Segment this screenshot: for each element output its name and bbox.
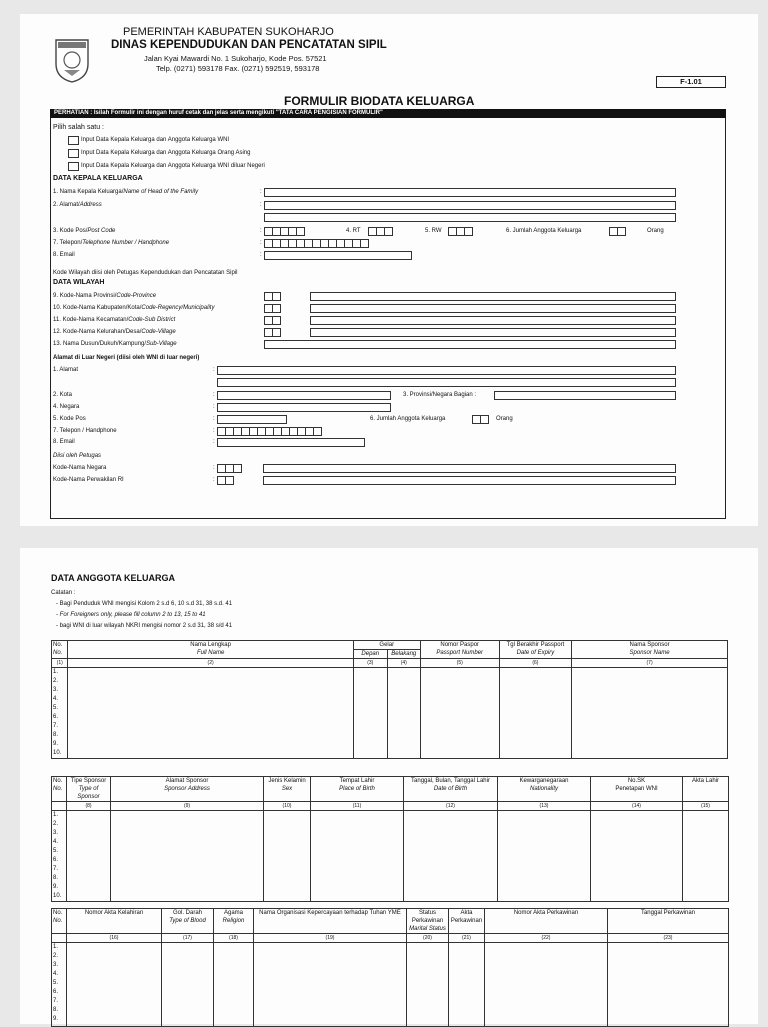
header-government: PEMERINTAH KABUPATEN SUKOHARJO <box>123 26 334 38</box>
option-abroad-checkbox[interactable] <box>68 162 79 171</box>
t2-sk-header: No.SK Penetapan WNI <box>591 777 683 802</box>
choose-label: Pilih salah satu : <box>53 124 104 131</box>
t1-sponsor-header: Nama Sponsor Sponsor Name <box>572 641 728 659</box>
t2-akta-header: Akta Lahir <box>683 777 729 802</box>
country-code-boxes[interactable] <box>217 464 241 473</box>
region-item-label: 9. Kode-Nama Provinsi/Code-Province <box>53 293 157 299</box>
row-number: 7. <box>53 723 59 729</box>
abroad-address-input-2[interactable] <box>217 378 676 387</box>
row-number: 7. <box>53 866 59 872</box>
row-number: 7. <box>53 998 59 1004</box>
country-code-label: Kode-Nama Negara <box>53 465 107 471</box>
section-members-title: DATA ANGGOTA KELUARGA <box>51 573 175 583</box>
row-number: 4. <box>53 696 59 702</box>
form-page-2 <box>20 548 758 1024</box>
abroad-address-label: 1. Alamat <box>53 367 79 373</box>
header-agency: DINAS KEPENDUDUKAN DAN PENCATATAN SIPIL <box>111 39 387 51</box>
row-number: 2. <box>53 953 59 959</box>
region-item-label: 10. Kode-Nama Kabupaten/Kota/Code-Regency/Municipality <box>53 305 215 311</box>
abroad-email-input[interactable] <box>217 438 365 447</box>
t3-akta-cells[interactable] <box>67 943 162 1027</box>
form-code: F-1.01 <box>656 76 726 88</box>
row-number: 4. <box>53 971 59 977</box>
region-note: Kode Wilayah diisi oleh Petugas Kependudukan dan Pencatatan Sipil <box>53 270 238 276</box>
t2-type-cells[interactable] <box>67 811 111 902</box>
head-rw-label: 5. RW <box>425 228 442 234</box>
section-region-title: DATA WILAYAH <box>53 279 105 286</box>
abroad-city-label: 2. Kota <box>53 392 73 398</box>
head-members-boxes[interactable] <box>609 227 625 236</box>
abroad-country-label: 4. Negara <box>53 404 80 410</box>
head-email-input[interactable] <box>264 251 412 260</box>
form-frame <box>50 109 726 519</box>
head-postcode-label: 3. Kode Pos/Post Code <box>53 228 116 234</box>
t2-sex-header: Jenis Kelamin Sex <box>264 777 311 802</box>
t3-blood-header: Gol. Darah Type of Blood <box>162 909 214 934</box>
country-name-input[interactable] <box>263 464 676 473</box>
abroad-province-label: 3. Provinsi/Negara Bagian : <box>403 392 477 398</box>
head-address-input-1[interactable] <box>264 201 676 210</box>
t3-no-header: No. No. <box>52 909 67 934</box>
row-number: 8. <box>53 732 59 738</box>
t2-type-header: Tipe Sponsor Type of Sponsor <box>67 777 111 802</box>
head-postcode-boxes[interactable] <box>264 227 304 236</box>
t1-passport-header: Nomor Paspor Passport Number <box>420 641 499 659</box>
t2-sk-cells[interactable] <box>591 811 683 902</box>
row-number: 3. <box>53 830 59 836</box>
t2-nationality-cells[interactable] <box>498 811 591 902</box>
t2-pob-header: Tempat Lahir Place of Birth <box>311 777 404 802</box>
t1-passport-cells[interactable] <box>420 668 499 759</box>
t2-address-header: Alamat Sponsor Sponsor Address <box>111 777 264 802</box>
t1-no-header: No. No. <box>52 641 68 659</box>
region-name-input[interactable] <box>310 328 676 337</box>
row-number: 6. <box>53 714 59 720</box>
members-table-2: No. No. Tipe Sponsor Type of Sponsor Alamat Sponsor Sponsor Address Jenis Kelamin Sex Tempat Lahir Place of Birth Tanggal, Bulan, Tanggal Lahir Date of Birth Kewarganegaraan Nationality No.SK Penetapan WNI Akta Lahir (8) (9) (10) (11) (12) (13) (14) (15) 1. 2. 3. 4. 5. 6. 7. 8. 9. 10. <box>51 776 729 902</box>
notice-bar: PERHATIAN : Isilah Formulir ini dengan huruf cetak dan jelas serta mengikuti "TATA CARA PENGISIAN FORMULIR" <box>50 109 726 118</box>
row-number: 5. <box>53 848 59 854</box>
option-foreign-checkbox[interactable] <box>68 149 79 158</box>
header-address: Jalan Kyai Mawardi No. 1 Sukoharjo, Kode Pos. 57521 <box>144 54 327 63</box>
option-abroad-label: Input Data Kepala Keluarga dan Anggota Keluarga WNI diluar Negeri <box>81 163 265 169</box>
row-number: 6. <box>53 989 59 995</box>
section-abroad-title: Alamat di Luar Negeri (diisi oleh WNI di luar negeri) <box>53 355 200 361</box>
region-name-input[interactable] <box>310 292 676 301</box>
t1-expiry-header: Tgl Berakhir Passport Date of Expiry <box>499 641 571 659</box>
abroad-postcode-label: 5. Kode Pos <box>53 416 86 422</box>
t2-akta-cells[interactable] <box>683 811 729 902</box>
abroad-province-input[interactable] <box>494 391 676 400</box>
t3-nomor-kawin-header: Nomor Akta Perkawinan <box>485 909 608 934</box>
t1-expiry-cells[interactable] <box>499 668 571 759</box>
region-code-boxes[interactable] <box>264 304 280 313</box>
option-wni-label: Input Data Kepala Keluarga dan Anggota Keluarga WNI <box>81 137 230 143</box>
abroad-phone-boxes[interactable] <box>217 427 321 436</box>
t1-gelar-header: Gelar <box>353 641 420 650</box>
t3-row-numbers <box>52 943 67 1027</box>
row-number: 8. <box>53 1007 59 1013</box>
subvillage-input[interactable] <box>264 340 676 349</box>
t3-tgl-kawin-header: Tanggal Perkawinan <box>608 909 729 934</box>
abroad-members-boxes[interactable] <box>472 415 488 424</box>
t1-belakang-header: Belakang <box>387 650 420 659</box>
t1-depan-header: Depan <box>353 650 387 659</box>
t2-dob-cells[interactable] <box>404 811 498 902</box>
abroad-country-input[interactable] <box>217 403 391 412</box>
members-notes-label: Catatan : <box>51 590 76 596</box>
t2-sex-cells[interactable] <box>264 811 311 902</box>
members-note-2: - For Foreigners only, please fill column 2 to 13, 15 to 41 <box>56 612 206 618</box>
head-name-label: 1. Nama Kepala Keluarga/Name of Head of the Family <box>53 189 199 195</box>
header-phone: Telp. (0271) 593178 Fax. (0271) 592519, 593178 <box>156 64 320 73</box>
t3-religion-header: Agama Religion <box>214 909 254 934</box>
head-members-label: 6. Jumlah Anggota Keluarga <box>506 228 582 234</box>
head-rt-boxes[interactable] <box>368 227 392 236</box>
head-email-label: 8. Email <box>53 252 75 258</box>
rep-code-label: Kode-Nama Perwakilan RI <box>53 477 124 483</box>
row-number: 1. <box>53 944 59 950</box>
t3-akta-kawin-header: Akta Perkawinan <box>449 909 485 934</box>
region-code-boxes[interactable] <box>264 328 280 337</box>
row-number: 2. <box>53 678 59 684</box>
region-item-label: 13. Nama Dusun/Dukuh/Kampung/Sub-Village <box>53 341 177 347</box>
t1-belakang-cells[interactable] <box>387 668 420 759</box>
t1-sponsor-cells[interactable] <box>572 668 728 759</box>
t3-blood-cells[interactable] <box>162 943 214 1027</box>
row-number: 1. <box>53 669 59 675</box>
head-phone-label: 7. Telepon/Telephone Number / Handphone <box>53 240 170 246</box>
abroad-postcode-input[interactable] <box>217 415 287 424</box>
head-rw-boxes[interactable] <box>448 227 472 236</box>
members-note-1: - Bagi Penduduk WNI mengisi Kolom 2 s.d 6, 10 s.d 31, 38 s.d. 41 <box>56 601 233 607</box>
form-page-1: PEMERINTAH KABUPATEN SUKOHARJO DINAS KEPENDUDUKAN DAN PENCATATAN SIPIL Jalan Kyai Mawardi No. 1 Sukoharjo, Kode Pos. 57521 Telp. (0271) 593178 Fax. (0271) 592519, 593178 F-1.01 FORMULIR BIODATA KELUARGA PERHATIAN : Isilah Formulir ini dengan huruf cetak dan jelas serta mengikuti "TATA CARA PENGISIAN FORMULIR" Pilih salah satu : Input Data Kepala Keluarga dan Anggota Keluarga WNI Input Data Kepala Keluarga dan Anggota Keluarga Orang Asing Input Data Kepala Keluarga dan Anggota Keluarga WNI diluar Negeri DATA KEPALA KELUARGA 1. Nama Kepala Keluarga/Name of Head of the Family : 2. Alamat/Address : 3. Kode Pos/Post Code : 4. RT 5. RW 6. Jumlah Anggota Keluarga Orang 7. Telepon/Telephone Number / Handphone : 8. Email : Kode Wilayah diisi oleh Petugas Kependudukan dan Pencatatan Sipil DATA WILAYAH Alamat di Luar Negeri (diisi oleh WNI di luar negeri) 1. Alamat : 2. Kota : 3. Provinsi/Negara Bagian : 4. Negara : 5. Kode Pos : 6. Jumlah Anggota Keluarga Orang 7. Telepon / Handphone : 8. Email : Diisi oleh Petugas Kode-Nama Negara : Kode-Nama Perwakilan RI : 9. Kode-Nama Provinsi/Code-Province 10. Kode-Nama Kabupaten/Kota/Code-Regency/Municipality 11. Kode-Nama Kecamatan/Code-Sub District 12. Kode-Nama Kelurahan/Desa/Code-Village 13. Nama Dusun/Dukuh/Kampung/Sub-Village <box>20 14 758 526</box>
t3-akta-kawin-cells[interactable] <box>449 943 485 1027</box>
head-address-label: 2. Alamat/Address <box>53 202 102 208</box>
abroad-email-label: 8. Email <box>53 439 75 445</box>
t2-no-header: No. No. <box>52 777 67 802</box>
officer-note: Diisi oleh Petugas <box>53 453 102 459</box>
t3-org-header: Nama Organisasi Kepercayaan terhadap Tuhan YME <box>254 909 407 934</box>
t2-address-cells[interactable] <box>111 811 264 902</box>
t1-depan-cells[interactable] <box>353 668 387 759</box>
abroad-city-input[interactable] <box>217 391 391 400</box>
t1-row-numbers <box>52 668 68 759</box>
rep-name-input[interactable] <box>263 476 676 485</box>
t1-name-cells[interactable] <box>68 668 353 759</box>
t3-nomor-kawin-cells[interactable] <box>485 943 608 1027</box>
row-number: 3. <box>53 962 59 968</box>
row-number: 2. <box>53 821 59 827</box>
t2-dob-header: Tanggal, Bulan, Tanggal Lahir Date of Birth <box>404 777 498 802</box>
row-number: 10. <box>53 750 62 756</box>
abroad-members-label: 6. Jumlah Anggota Keluarga <box>370 416 446 422</box>
region-name-input[interactable] <box>310 316 676 325</box>
regency-emblem-icon <box>52 36 92 84</box>
members-table-3: No. No. Nomor Akta Kelahiran Gol. Darah Type of Blood Agama Religion Nama Organisasi Kepercayaan terhadap Tuhan YME Status Perkawinan Marital Status Akta Perkawinan Nomor Akta Perkawinan Tanggal Perkawinan (16) (17) (18) (19) (20) (21) (22) (23) 1. 2. 3. 4. 5. 6. 7. 8. 9. <box>51 908 729 1027</box>
t3-akta-header: Nomor Akta Kelahiran <box>67 909 162 934</box>
t2-pob-cells[interactable] <box>311 811 404 902</box>
row-number: 1. <box>53 812 59 818</box>
t3-tgl-kawin-cells[interactable] <box>608 943 729 1027</box>
t3-religion-cells[interactable] <box>214 943 254 1027</box>
abroad-phone-label: 7. Telepon / Handphone <box>53 428 117 434</box>
abroad-address-input-1[interactable] <box>217 366 676 375</box>
row-number: 3. <box>53 687 59 693</box>
row-number: 9. <box>53 741 59 747</box>
t2-row-numbers <box>52 811 67 902</box>
t3-status-cells[interactable] <box>407 943 449 1027</box>
region-name-input[interactable] <box>310 304 676 313</box>
rep-code-boxes[interactable] <box>217 476 233 485</box>
region-item-label: 12. Kode-Nama Kelurahan/Desa/Code-Village <box>53 329 176 335</box>
members-note-3: - bagi WNI di luar wilayah NKRI mengisi nomor 2 s.d 31, 38 s/d 41 <box>56 623 233 629</box>
section-head-title: DATA KEPALA KELUARGA <box>53 175 143 182</box>
option-foreign-label: Input Data Kepala Keluarga dan Anggota Keluarga Orang Asing <box>81 150 251 156</box>
head-phone-boxes[interactable] <box>264 239 368 248</box>
row-number: 10. <box>53 893 62 899</box>
region-code-boxes[interactable] <box>264 292 280 301</box>
form-title: FORMULIR BIODATA KELUARGA <box>284 94 475 108</box>
row-number: 9. <box>53 884 59 890</box>
members-table-1: No. No. Nama Lengkap Full Name Gelar Nomor Paspor Passport Number Tgl Berakhir Passport Date of Expiry Nama Sponsor Sponsor Name Depan Belakang (1) (2) (3) (4) (5) (6) (7) 1. 2. 3. 4. 5. 6. 7. 8. 9. 10. <box>51 640 728 759</box>
row-number: 8. <box>53 875 59 881</box>
head-address-input-2[interactable] <box>264 213 676 222</box>
t1-name-header: Nama Lengkap Full Name <box>68 641 353 659</box>
head-rt-label: 4. RT <box>346 228 361 234</box>
region-item-label: 11. Kode-Nama Kecamatan/Code-Sub District <box>53 317 176 323</box>
t3-org-cells[interactable] <box>254 943 407 1027</box>
option-wni-checkbox[interactable] <box>68 136 79 145</box>
t3-status-header: Status Perkawinan Marital Status <box>407 909 449 934</box>
row-number: 6. <box>53 857 59 863</box>
row-number: 4. <box>53 839 59 845</box>
head-name-input[interactable] <box>264 188 676 197</box>
row-number: 5. <box>53 705 59 711</box>
t2-nationality-header: Kewarganegaraan Nationality <box>498 777 591 802</box>
row-number: 5. <box>53 980 59 986</box>
row-number: 9. <box>53 1016 59 1022</box>
region-code-boxes[interactable] <box>264 316 280 325</box>
